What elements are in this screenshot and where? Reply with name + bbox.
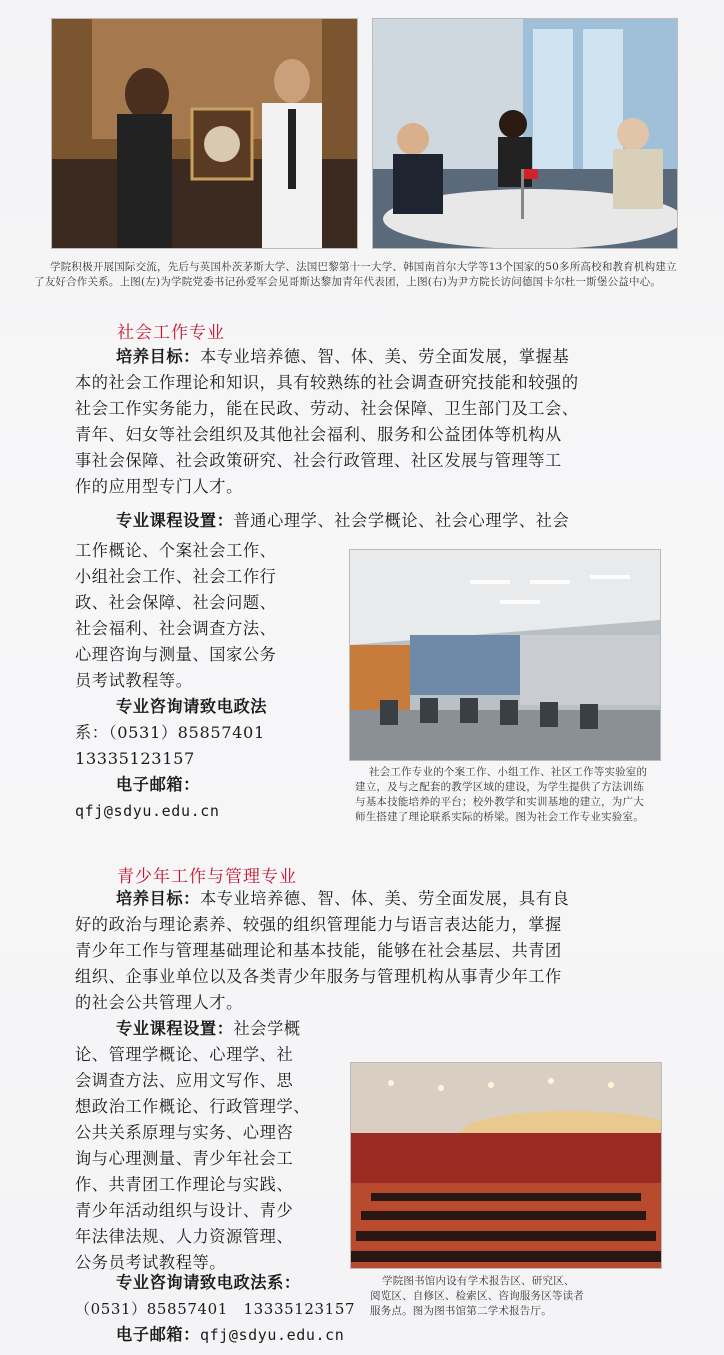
section1-goal <box>75 344 675 500</box>
section2-course-label: 专业课程设置： <box>116 1019 234 1038</box>
section1-course-line-2: 政、社会保障、社会问题、 <box>75 593 277 612</box>
section1-contact-line-3: 13335123157 <box>75 749 195 768</box>
section1-photo-caption-line-0: 社会工作专业的个案工作、小组工作、社区工作等实验室的 <box>369 766 648 778</box>
section2-email-label: 电子邮箱： <box>116 1325 200 1344</box>
section1-course-label: 专业课程设置： <box>116 511 234 530</box>
section-heading-social-work: 社会工作专业 <box>117 323 225 343</box>
section2-contact-label: 专业咨询请致电政法系： <box>116 1273 301 1292</box>
section2-goal <box>75 886 675 1016</box>
section1-course-line-1: 小组社会工作、社会工作行 <box>75 567 277 586</box>
section2-course-first: 社会学概 <box>233 1019 301 1038</box>
section2-contact-phones: （0531）85857401 13335123157 <box>75 1300 356 1318</box>
section1-goal-line-1: 本的社会工作理论和知识，具有较熟练的社会调查研究技能和较强的 <box>75 373 579 392</box>
top-caption-line-1: 学院积极开展国际交流，先后与英国朴茨茅斯大学、法国巴黎第十一大学、韩国南首尔大学等13个国家的50多所高校和教育机构建立 <box>50 261 677 273</box>
section1-photo-caption-line-2: 与基本技能培养的平台；校外教学和实训基地的建立，为广大 <box>355 796 644 808</box>
section1-contact-line-2: 系：（0531）85857401 <box>75 723 265 742</box>
section2-course-line-7: 年法律法规、人力资源管理、 <box>75 1227 294 1246</box>
section2-photo-caption-line-0: 学院图书馆内设有学术报告区、研究区、 <box>382 1275 575 1287</box>
section1-email[interactable]: qfj@sdyu.edu.cn <box>75 802 220 820</box>
section2-course-line-0: 论、管理学概论、心理学、社 <box>75 1045 294 1064</box>
section2-goal-line-1: 好的政治与理论素养、较强的组织管理能力与语言表达能力，掌握 <box>75 915 562 934</box>
section2-course-line-8: 公务员考试教程等。 <box>75 1253 227 1272</box>
section2-goal-label: 培养目标： <box>116 889 200 908</box>
section2-course-line-1: 会调查方法、应用文写作、思 <box>75 1071 294 1090</box>
top-caption-line-2: 了友好合作关系。上图(左)为学院党委书记孙爱军会见哥斯达黎加青年代表团，上图(右)为尹方院长访问德国卡尔杜一斯堡公益中心。 <box>34 276 662 288</box>
section1-goal-label: 培养目标： <box>116 347 200 366</box>
section2-goal-line-3: 组织、企事业单位以及各类青少年服务与管理机构从事青少年工作 <box>75 967 562 986</box>
section1-photo-caption-line-1: 建立，及与之配套的教学区域的建设，为学生提供了方法训练 <box>355 781 644 793</box>
section1-course-line-4: 心理咨询与测量、国家公务 <box>75 645 277 664</box>
section1-courses <box>75 508 675 534</box>
photo-meeting <box>372 18 678 249</box>
section1-course-line-5: 员考试教程等。 <box>75 671 193 690</box>
top-caption <box>34 260 704 290</box>
section1-course-line-3: 社会福利、社会调查方法、 <box>75 619 277 638</box>
photo-library-lecture-hall <box>350 1062 662 1269</box>
section1-goal-line-5: 作的应用型专门人才。 <box>75 477 243 496</box>
section2-course-line-3: 公共关系原理与实务、心理咨 <box>75 1123 294 1142</box>
section1-goal-line-2: 社会工作实务能力，能在民政、劳动、社会保障、卫生部门及工会、 <box>75 399 579 418</box>
section1-photo-caption <box>355 765 665 825</box>
section1-photo-caption-line-3: 师生搭建了理论联系实际的桥梁。图为社会工作专业实验室。 <box>355 811 644 823</box>
section2-contact <box>75 1270 415 1348</box>
section2-course-line-2: 想政治工作概论、行政管理学、 <box>75 1097 311 1116</box>
section-heading-youth-work: 青少年工作与管理专业 <box>117 867 297 887</box>
section1-goal-line-0: 本专业培养德、智、体、美、劳全面发展，掌握基 <box>199 347 570 366</box>
section1-contact-label: 专业咨询请致电政法 <box>116 697 268 716</box>
section1-goal-line-4: 事社会保障、社会政策研究、社会行政管理、社区发展与管理等工 <box>75 451 562 470</box>
section2-email[interactable]: qfj@sdyu.edu.cn <box>199 1326 345 1344</box>
section1-course-line-0: 工作概论、个案社会工作、 <box>75 541 277 560</box>
section2-photo-caption <box>370 1274 670 1319</box>
section2-goal-line-2: 青少年工作与管理基础理论和基本技能，能够在社会基层、共青团 <box>75 941 562 960</box>
section2-course-line-5: 作、共青团工作理论与实践、 <box>75 1175 294 1194</box>
section2-photo-caption-line-1: 阅览区、自修区、检索区、咨询服务区等读者 <box>370 1290 584 1302</box>
section2-courses <box>75 1016 345 1276</box>
section1-course-list <box>75 538 345 824</box>
photo-gift-exchange <box>51 18 358 249</box>
section1-course-first: 普通心理学、社会学概论、社会心理学、社会 <box>233 511 570 530</box>
section1-email-label: 电子邮箱： <box>116 775 200 794</box>
section2-goal-line-4: 的社会公共管理人才。 <box>75 993 243 1012</box>
section2-goal-line-0: 本专业培养德、智、体、美、劳全面发展，具有良 <box>199 889 570 908</box>
photo-social-work-lab <box>349 549 661 761</box>
section2-photo-caption-line-2: 服务点。图为图书馆第二学术报告厅。 <box>370 1305 552 1317</box>
section2-course-line-6: 青少年活动组织与设计、青少 <box>75 1201 294 1220</box>
section1-goal-line-3: 青年、妇女等社会组织及其他社会福利、服务和公益团体等机构从 <box>75 425 562 444</box>
section2-course-line-4: 询与心理测量、青少年社会工 <box>75 1149 294 1168</box>
